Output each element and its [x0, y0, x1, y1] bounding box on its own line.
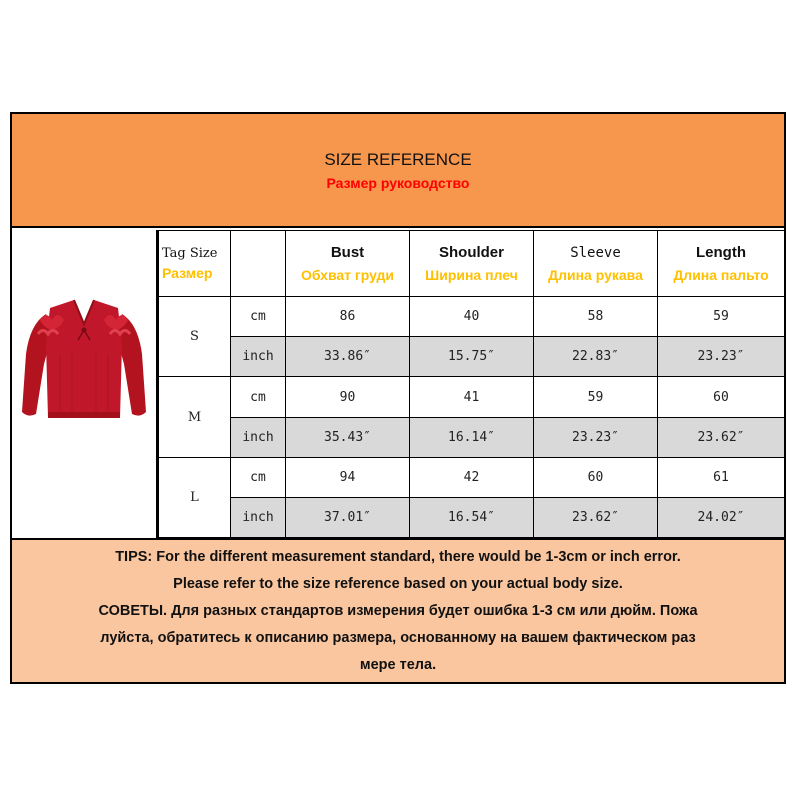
- sleeve-header: Sleeve Длина рукава: [534, 231, 658, 297]
- table-cell: 60: [534, 457, 658, 497]
- tips-line: СОВЕТЫ. Для разных стандартов измерения будет ошибка 1-3 см или дюйм. Пожа: [98, 603, 698, 619]
- size-chart: [10, 112, 786, 684]
- table-cell: 58: [534, 297, 658, 337]
- table-row: [159, 417, 785, 457]
- table-cell: 23.62″: [658, 417, 785, 457]
- table-cell: 59: [658, 297, 785, 337]
- table-cell: 94: [286, 457, 410, 497]
- unit-label: inch: [231, 337, 286, 377]
- table-cell: 90: [286, 377, 410, 417]
- table-row: [159, 337, 785, 377]
- tips-section: [12, 538, 784, 682]
- table-cell: 42: [410, 457, 534, 497]
- table-cell: 16.14″: [410, 417, 534, 457]
- table-cell: 60: [658, 377, 785, 417]
- unit-label: cm: [231, 457, 286, 497]
- shoulder-header: Shoulder Ширина плеч: [410, 231, 534, 297]
- table-cell: 37.01″: [286, 497, 410, 537]
- table-cell: 86: [286, 297, 410, 337]
- unit-label: inch: [231, 417, 286, 457]
- table-cell: 41: [410, 377, 534, 417]
- size-label: M: [159, 377, 231, 457]
- length-header: Length Длина пальто: [658, 231, 785, 297]
- table-row: [159, 457, 785, 497]
- size-label: L: [159, 457, 231, 537]
- table-cell: 23.62″: [534, 497, 658, 537]
- size-reference-header: [12, 114, 784, 228]
- table-cell: 23.23″: [534, 417, 658, 457]
- unit-label: cm: [231, 297, 286, 337]
- table-cell: 16.54″: [410, 497, 534, 537]
- table-cell: 59: [534, 377, 658, 417]
- table-cell: 23.23″: [658, 337, 785, 377]
- unit-label: cm: [231, 377, 286, 417]
- table-cell: 33.86″: [286, 337, 410, 377]
- unit-label: inch: [231, 497, 286, 537]
- page-subtitle: Размер руководство: [326, 175, 470, 191]
- bust-header: Bust Обхват груди: [286, 231, 410, 297]
- product-photo-cell: [12, 230, 158, 538]
- red-ruffle-cardigan-icon: [16, 294, 152, 424]
- table-row: [159, 297, 785, 337]
- table-cell: 35.43″: [286, 417, 410, 457]
- page-title: SIZE REFERENCE: [324, 150, 472, 169]
- table-cell: 15.75″: [410, 337, 534, 377]
- size-label: S: [159, 297, 231, 377]
- tips-line: TIPS: For the different measurement standard, there would be 1-3cm or inch error.: [115, 549, 681, 565]
- table-cell: 61: [658, 457, 785, 497]
- tag-size-header: Tag Size Размер: [159, 231, 231, 297]
- table-header-row: [159, 231, 785, 297]
- table-cell: 22.83″: [534, 337, 658, 377]
- unit-header: [231, 231, 286, 297]
- tips-line: мере тела.: [359, 657, 437, 673]
- tips-line: Please refer to the size reference based on your actual body size.: [173, 576, 623, 592]
- tips-line: луйста, обратитесь к описанию размера, основанному на вашем фактическом раз: [100, 630, 696, 646]
- size-table: [158, 230, 785, 538]
- table-row: [159, 377, 785, 417]
- table-row: [159, 497, 785, 537]
- table-cell: 24.02″: [658, 497, 785, 537]
- table-cell: 40: [410, 297, 534, 337]
